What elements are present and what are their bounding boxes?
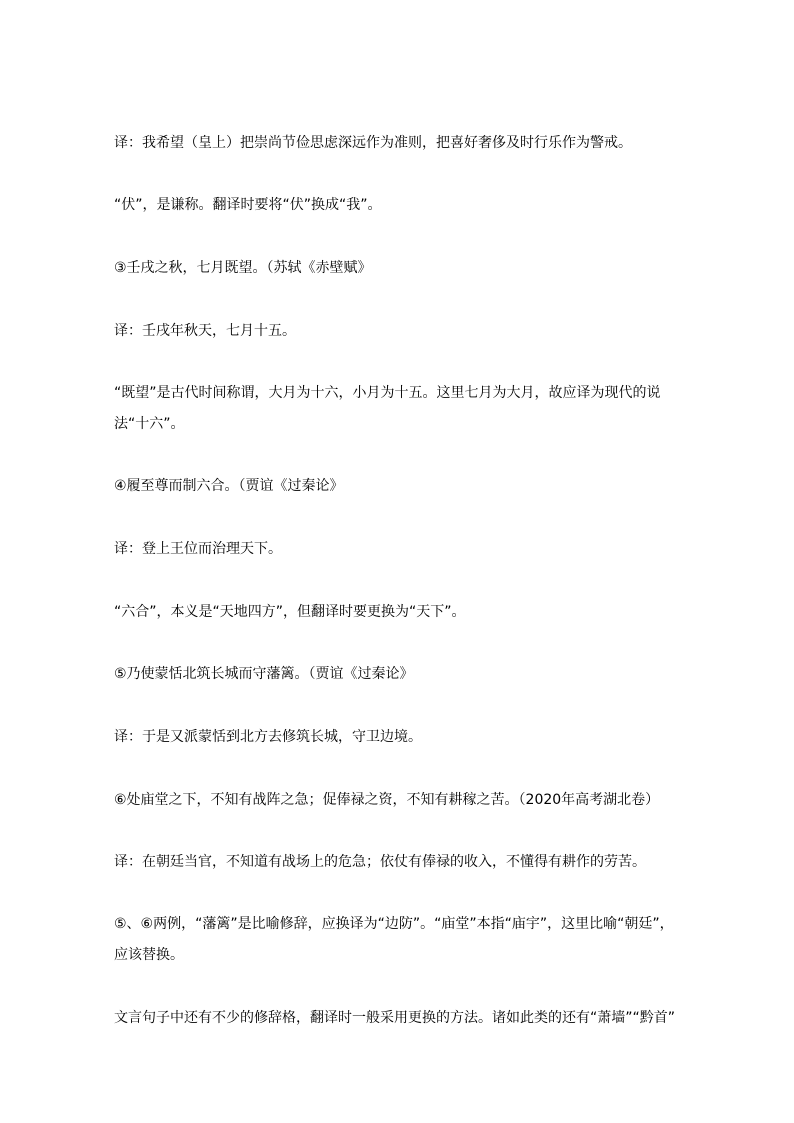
- paragraph-example-3: ③壬戌之秋，七月既望。（苏轼《赤壁赋》: [114, 260, 372, 276]
- paragraph-example-6: ⑥处庙堂之下，不知有战阵之急；促俸禄之资，不知有耕稼之苦。（2020年高考湖北卷）: [114, 792, 660, 808]
- paragraph-note-fanli: ⑤、⑥两例，“藩篱”是比喻修辞，应换译为“边防”。“庙堂”本指“庙宇”，这里比喻“朝廷”，应该替换。: [114, 916, 674, 963]
- paragraph-translation-4: 译：登上王位而治理天下。: [114, 541, 282, 557]
- paragraph-translation-3: 译：壬戌年秋天，七月十五。: [114, 323, 296, 339]
- paragraph-summary: 文言句子中还有不少的修辞格，翻译时一般采用更换的方法。诸如此类的还有“萧墙”“黔首”: [114, 1010, 676, 1026]
- paragraph-example-4: ④履至尊而制六合。（贾谊《过秦论》: [114, 478, 344, 494]
- paragraph-note-jiwang: “既望”是古代时间称谓，大月为十六，小月为十五。这里七月为大月，故应译为现代的说法“十六”。: [114, 385, 661, 432]
- paragraph-note-fu: “伏”，是谦称。翻译时要将“伏”换成“我”。: [114, 197, 382, 213]
- paragraph-translation-1: 译：我希望（皇上）把崇尚节俭思虑深远作为准则，把喜好奢侈及时行乐作为警戒。: [114, 135, 632, 151]
- paragraph-example-5: ⑤乃使蒙恬北筑长城而守藩篱。（贾谊《过秦论》: [114, 666, 414, 682]
- paragraph-translation-5: 译：于是又派蒙恬到北方去修筑长城，守卫边境。: [114, 729, 422, 745]
- paragraph-translation-6: 译：在朝廷当官，不知道有战场上的危急；依仗有俸禄的收入，不懂得有耕作的劳苦。: [114, 854, 646, 870]
- paragraph-note-liuhe: “六合”，本义是“天地四方”，但翻译时要更换为“天下”。: [114, 604, 466, 620]
